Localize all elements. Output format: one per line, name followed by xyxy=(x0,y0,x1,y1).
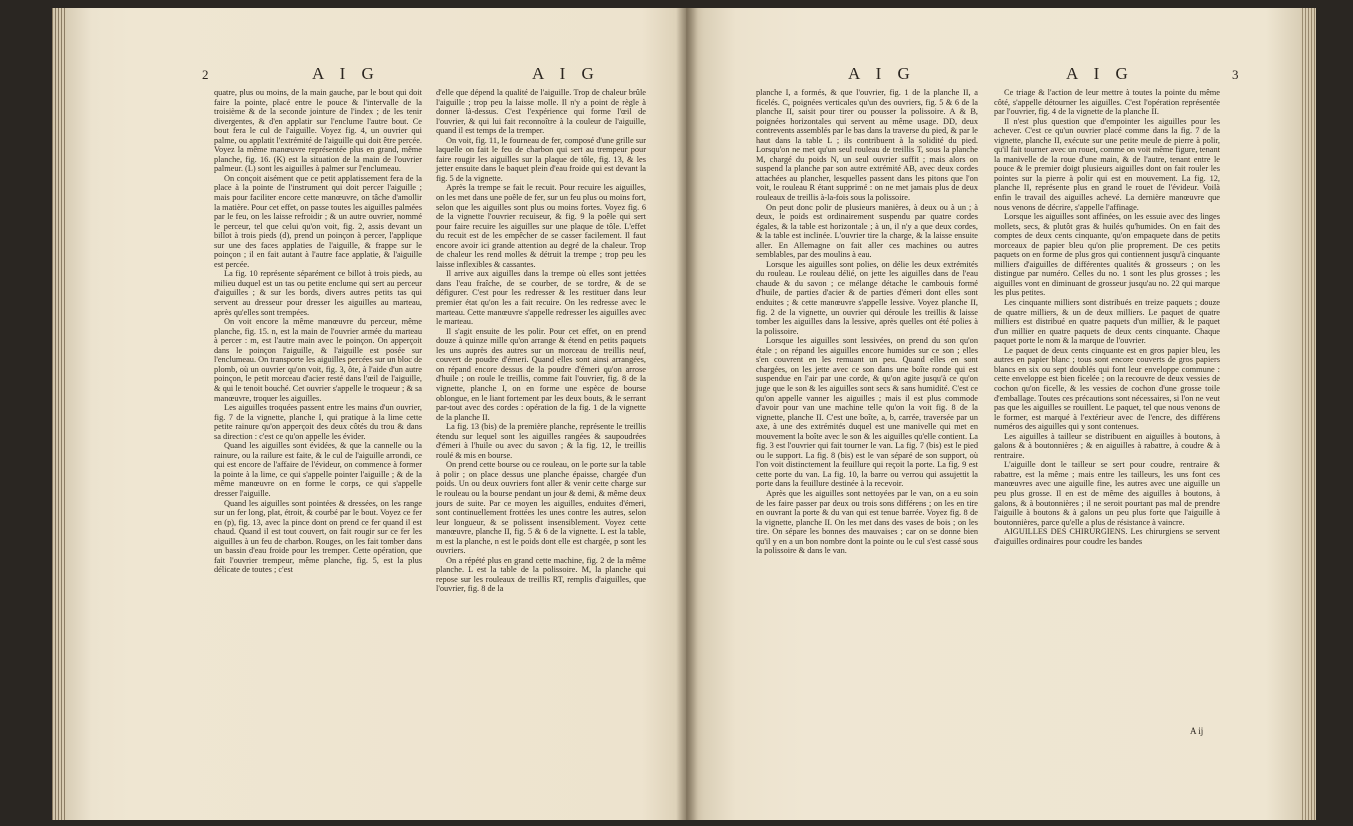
page-edge-right xyxy=(1300,8,1316,820)
right-column-1 xyxy=(756,88,978,556)
right-column-2 xyxy=(994,88,1220,546)
paragraph: La fig. 13 (bis) de la première planche, représente le treillis étendu sur lequel sont les aiguilles rangées & saupoudrées d'émeri à l'huile ou avec du savon ; & la fig. 12, le treillis roulé & mis en bourse. xyxy=(436,422,646,460)
paragraph: On voit, fig. 11, le fourneau de fer, composé d'une grille sur laquelle on fait le feu de charbon qui sert au trempeur pour faire rougir les aiguilles sur la plaque de tôle, fig. 13, & les jetter ensuite dans le baquet plein d'eau froide qui est devant la fig. 5 de la vignette. xyxy=(436,135,646,183)
paragraph: Les aiguilles troquées passent entre les mains d'un ouvrier, fig. 7 de la vignette, planche I, qui pratique à la lime cette petite rainure qu'on apperçoit des deux côtés du trou & dans sa direction : c'est ce qu'on appelle les évider. xyxy=(214,403,422,441)
book-spread xyxy=(52,8,1316,820)
paragraph: Ce triage & l'action de leur mettre à toutes la pointe du même côté, s'appelle détourner les aiguilles. C'est l'opération représentée par l'ouvrier, fig. 4 de la vignette de la planche II. xyxy=(994,88,1220,117)
paragraph: Lorsque les aiguilles sont lessivées, on prend du son qu'on étale ; on répand les aiguilles encore humides sur ce son ; elles s'en couvrent en les remuant un peu. Quand elles en sont chargées, on les jette avec ce son dans une boîte ronde qui est suspendue en l'air par une corde, & qu'on agite jusqu'à ce qu'on juge que le son & les aiguilles sont secs & sans humidité. C'est ce qu'on appelle vanner les aiguilles ; mais il est plus commode d'avoir pour van une machine telle qu'on la voit fig. 8 de la vignette, planche II. C'est une boîte, a, b, carrée, traversée par un axe, à une des extrémités duquel est une manivelle qui met en mouvement la boîte avec le son & les aiguilles qu'elle contient. La fig. 3 est l'ouvrier qui fait tourner le van. La fig. 7 (bis) est le pied ou le support. La fig. 8 (bis) est le van séparé de son support, où l'on voit distinctement la feuillure qui reçoit la porte. La fig. 9 est cette porte du van. La fig. 10, la barre ou verrou qui assujettit la porte dans la feuillure destinée à la recevoir. xyxy=(756,336,978,489)
left-page-header xyxy=(202,64,672,88)
paragraph: On conçoit aisément que ce petit applatissement fera de la place à la pointe de l'instrument qui doit percer l'aiguille ; mais pour faciliter encore cette manœuvre, on tâche d'amollir la matière. Pour cet effet, on passe toutes les aiguilles palmées par le feu, on les laisse refroidir ; & un autre ouvrier, nommé le perceur, tel que celui qu'on voit, fig. 2, assis devant un billot à trois pieds (d), prend un poinçon à percer, l'applique sur une des faces applaties de l'aiguille, & frappe sur le poinçon ; il en fait autant à l'autre face applatie, & l'aiguille est percée. xyxy=(214,173,422,269)
right-page-header xyxy=(726,64,1246,88)
paragraph: Lorsque les aiguilles sont polies, on délie les deux extrémités du rouleau. Le rouleau délié, on jette les aiguilles dans de l'eau chaude & du savon ; ce mélange détache le cambouis formé d'huile, de parties d'acier & de parties d'émeri dont elles sont enduites ; & cette manœuvre s'appelle lessive. Voyez planche II, fig. 2 de la vignette, un ouvrier qui déroule les treillis & laisse tomber les aiguilles dans la lessive, après quelles ont été polies à la polissoire. xyxy=(756,259,978,336)
paragraph: La fig. 10 représente séparément ce billot à trois pieds, au milieu duquel est un tas ou petite enclume qui sert au perceur d'aiguilles ; & sur les bords, divers autres petits tas qui servent au dresseur pour dresser les aiguilles au marteau, après qu'elles sont trempées. xyxy=(214,269,422,317)
paragraph: Quand les aiguilles sont évidées, & que la cannelle ou la rainure, ou la railure est faite, & le cul de l'aiguille arrondi, ce qui est encore de l'affaire de l'évideur, on commence à former la pointe à la lime, ce qui s'appelle pointer l'aiguille ; & de la même manœuvre on en forme le corps, ce qui s'appelle dresser l'aiguille. xyxy=(214,441,422,498)
paragraph: Le paquet de deux cents cinquante est en gros papier bleu, les autres en papier blanc ; tous sont encore couverts de gros papiers blancs en six ou sept doublés qui font leur enveloppe commune : cette enveloppe est bien ficelée ; on la recouvre de deux vessies de cochon qu'on ficelle, & les vessies de cochon d'une grosse toile d'emballage. Toutes ces précautions sont nécessaires, si l'on ne veut pas que les aiguilles se rouillent. Le paquet, tel que nous venons de le former, est marqué à l'extérieur avec de l'encre, des différens numéros des aiguilles qui y sont contenues. xyxy=(994,345,1220,432)
paragraph: On prend cette bourse ou ce rouleau, on le porte sur la table à polir ; on place dessus une planche épaisse, chargée d'un poids. Un ou deux ouvriers font aller & venir cette charge sur le rouleau ou la bourse pendant un jour & demi, & même deux jours de suite. Par ce moyen les aiguilles, enduites d'émeri, sont continuellement frottées les unes contre les autres, selon leur longueur, & se polissent insensiblement. Voyez cette manœuvre, planche II, fig. 5 & 6 de la vignette. L est la table, m est la planche, n est le poids dont elle est chargée, p sont les ouvriers. xyxy=(436,460,646,556)
catchword: A ij xyxy=(1190,726,1204,736)
paragraph: planche I, a formés, & que l'ouvrier, fig. 1 de la planche II, a ficelés. C, poignées verticales qu'un des ouvriers, fig. 5 & 6 de la planche II, saisit pour tirer ou pousser la polissoire. A & B, poignées horizontales qui servent au même usage. DD, deux contrevents assemblés par le bas dans la traverse du pied, & par le haut dans la table L ; ils contribuent à la solidité du pied. Lorsqu'on ne met qu'un seul rouleau de treillis T, sous la planche M, chargé du poids N, un seul ouvrier suffit ; mais alors on suspend la planche par son autre extrémité AB, avec deux cordes attachées au plancher, lesquelles passent dans les pitons que l'on voit, le rouleau R étant supprimé : on ne met jamais plus de deux rouleaux de treillis à-la-fois sous la polissoire. xyxy=(756,88,978,203)
left-headword-2: A I G xyxy=(532,64,600,83)
page-edge-left xyxy=(52,8,66,820)
paragraph: quatre, plus ou moins, de la main gauche, par le bout qui doit faire la pointe, placé entre le pouce & l'intervalle de la troisième & de la seconde jointure de l'index ; de les tenir divergentes, & d'en applatir sur l'enclume l'autre bout. Ce bout fera le cul de l'aiguille. Voyez fig. 4, un ouvrier qui palme, ou applatit l'extrémité de l'aiguille qui doit être percée. Voyez la même manœuvre représentée plus en grand, même planche, fig. 16. (K) est la situation de la main de l'ouvrier palmeur. (L) sont les aiguilles à palmer sur l'enclumeau. xyxy=(214,88,422,174)
paragraph: Les aiguilles à tailleur se distribuent en aiguilles à boutons, à galons & à boutonnières ; & en aiguilles à rabattre, à coudre & à rentraire. xyxy=(994,431,1220,460)
paragraph: Il n'est plus question que d'empointer les aiguilles pour les achever. C'est ce qu'un ouvrier placé comme dans la fig. 7 de la vignette, planche II, exécute sur une petite meule de pierre à polir, qu'il fait tourner avec un rouet, comme on voit même figure, tenant la manivelle de la roue d'une main, & de l'autre, tenant entre le pouce & le premier doigt plusieurs aiguilles dont on fait rouler les pointes sur la pierre à polir qui est en mouvement. La fig. 12, planche II, représente plus en grand le rouet de l'évideur. Voilà enfin le travail des aiguilles achevé. La dernière manœuvre que nous venons de décrire, s'appelle l'affinage. xyxy=(994,116,1220,212)
left-page xyxy=(52,8,692,820)
paragraph: Il s'agit ensuite de les polir. Pour cet effet, on en prend douze à quinze mille qu'on arrange & étend en petits paquets les uns auprès des autres sur un morceau de treillis neuf, couvert de poudre d'émeri. Quand elles sont ainsi arrangées, on répand encore dessus de la poudre d'émeri qu'on arrose d'huile ; on roule le treillis, comme fait l'ouvrier, fig. 8 de la vignette, planche I, on en forme une espèce de bourse oblongue, en le liant fortement par les deux bouts, & le serrant par-tout avec des cordes : opération de la fig. 1 de la vignette de la planche II. xyxy=(436,326,646,422)
paragraph: Lorsque les aiguilles sont affinées, on les essuie avec des linges mollets, secs, & plutôt gras & huilés qu'humides. On en fait des comptes de deux cents cinquante, qu'on empaquete dans de petits morceaux de papier bleu qu'on plie proprement. De ces petits paquets on en forme de plus gros qui contiennent jusqu'à cinquante milliers d'aiguilles de différentes qualités & grosseurs ; on les distingue par numéro. Celles du no. 1 sont les plus grosses ; les aiguilles vont en diminuant de grosseur jusqu'au no. 22 qui marque les plus petites. xyxy=(994,212,1220,298)
left-column-2 xyxy=(436,88,646,594)
paragraph: d'elle que dépend la qualité de l'aiguille. Trop de chaleur brûle l'aiguille ; trop peu la laisse molle. Il n'y a point de règle à donner là-dessus. C'est l'expérience qui forme l'œil de l'ouvrier, & qui lui fait reconnoître à la couleur de l'aiguille, quand il est temps de la tremper. xyxy=(436,88,646,136)
paragraph: On a répété plus en grand cette machine, fig. 2 de la même planche. L est la table de la polissoire. M, la planche qui repose sur les rouleaux de treillis RT, remplis d'aiguilles, que l'ouvrier, fig. 8 de la xyxy=(436,555,646,594)
paragraph: On voit encore la même manœuvre du perceur, même planche, fig. 15. n, est la main de l'ouvrier armée du marteau à percer : m, est l'autre main avec le poinçon. On apperçoit dans le poinçon l'aiguille, & l'aiguille est posée sur l'enclumeau. On transporte les aiguilles percées sur un bloc de plomb, où un ouvrier qu'on voit, fig. 3, ôte, à l'aide d'un autre poinçon, le petit morceau d'acier resté dans l'œil de l'aiguille, & qui le tenoit bouché. Cet ouvrier s'appelle le troqueur ; & sa manœuvre, troquer les aiguilles. xyxy=(214,317,422,403)
right-page-number: 3 xyxy=(1232,67,1239,82)
book-gutter xyxy=(676,8,698,820)
paragraph: Après la trempe se fait le recuit. Pour recuire les aiguilles, on les met dans une poêle de fer, sur un feu plus ou moins fort, selon que les aiguilles sont plus ou moins fortes. Voyez fig. 6 de la vignette l'ouvrier recuiseur, & fig. 9 la poêle qui sert pour faire recuire les aiguilles sur une plaque de tôle. L'effet du recuit est de les empêcher de se casser facilement. Il faut encore avoir ici grande attention au degré de la chaleur. Trop de chaleur les rend molles & détruit la trempe ; trop peu les laisse inflexibles & cassantes. xyxy=(436,183,646,269)
right-headword-2: A I G xyxy=(1066,64,1134,83)
right-headword-1: A I G xyxy=(848,64,916,83)
right-page xyxy=(686,8,1316,820)
left-column-1 xyxy=(214,88,422,575)
left-headword-1: A I G xyxy=(312,64,380,83)
paragraph: Après que les aiguilles sont nettoyées par le van, on a eu soin de les faire passer par deux ou trois sons différens ; on les en tire en ouvrant la porte & du van qui est tenue barrée. Voyez fig. 8 de la vignette, planche II. On les met dans des vases de bois ; on les tire. On sépare les bonnes des mauvaises ; car on se donne bien qu'il y en a un bon nombre dont la pointe ou le cul s'est cassé sous la polissoire & dans le van. xyxy=(756,488,978,556)
paragraph: L'aiguille dont le tailleur se sert pour coudre, rentraire & rabattre, est la même ; mais entre les tailleurs, les uns font ces manœuvres avec une aiguille fine, les autres avec une aiguille un peu plus grosse. Il en est de même des aiguilles à boutons, à galons, & à boutonnières ; il ne seroit pourtant pas mal de prendre l'aiguille à boutons & à galons un peu plus forte que l'aiguille à boutonnières, parce qu'elle a plus de résistance à vaincre. xyxy=(994,460,1220,527)
paragraph: Il arrive aux aiguilles dans la trempe où elles sont jettées dans l'eau fraîche, de se courber, de se tordre, & de se défigurer. C'est pour les redresser & les restituer dans leur premier état qu'on les a fait recuire. On les redresse avec le marteau. Cette manœuvre s'appelle redresser les aiguilles avec le marteau. xyxy=(436,269,646,327)
paragraph: AIGUILLES DES CHIRURGIENS. Les chirurgiens se servent d'aiguilles ordinaires pour coudre les bandes xyxy=(994,527,1220,546)
paragraph: On peut donc polir de plusieurs manières, à deux ou à un ; à deux, le poids est ordinairement suspendu par quatre cordes égales, & la table est horizontale ; à un, il n'y a que deux cordes, & la table est inclinée. L'ouvrier tire la charge, & la laisse ensuite aller. En Allemagne on fait aller ces machines ou autres semblables, par des moulins à eau. xyxy=(756,202,978,260)
paragraph: Les cinquante milliers sont distribués en treize paquets ; douze de quatre milliers, & un de deux milliers. Le paquet de quatre milliers est distribué en quatre paquets d'un millier, & le paquet d'un millier en quatre paquets de deux cents cinquante. Chaque paquet porte le nom & la marque de l'ouvrier. xyxy=(994,298,1220,346)
left-page-number: 2 xyxy=(202,67,209,82)
paragraph: Quand les aiguilles sont pointées & dressées, on les range sur un fer long, plat, étroit, & courbé par le bout. Voyez ce fer en (p), fig. 13, avec la pince dont on prend ce fer quand il est chaud. Quand il est tout couvert, on fait rougir sur ce fer les aiguilles à un feu de charbon. Rouges, on les fait tomber dans un bassin d'eau froide pour les tremper. Cette opération, que fait l'ouvrier trempeur, même planche, fig. 5, est la plus délicate de toutes ; c'est xyxy=(214,498,422,575)
